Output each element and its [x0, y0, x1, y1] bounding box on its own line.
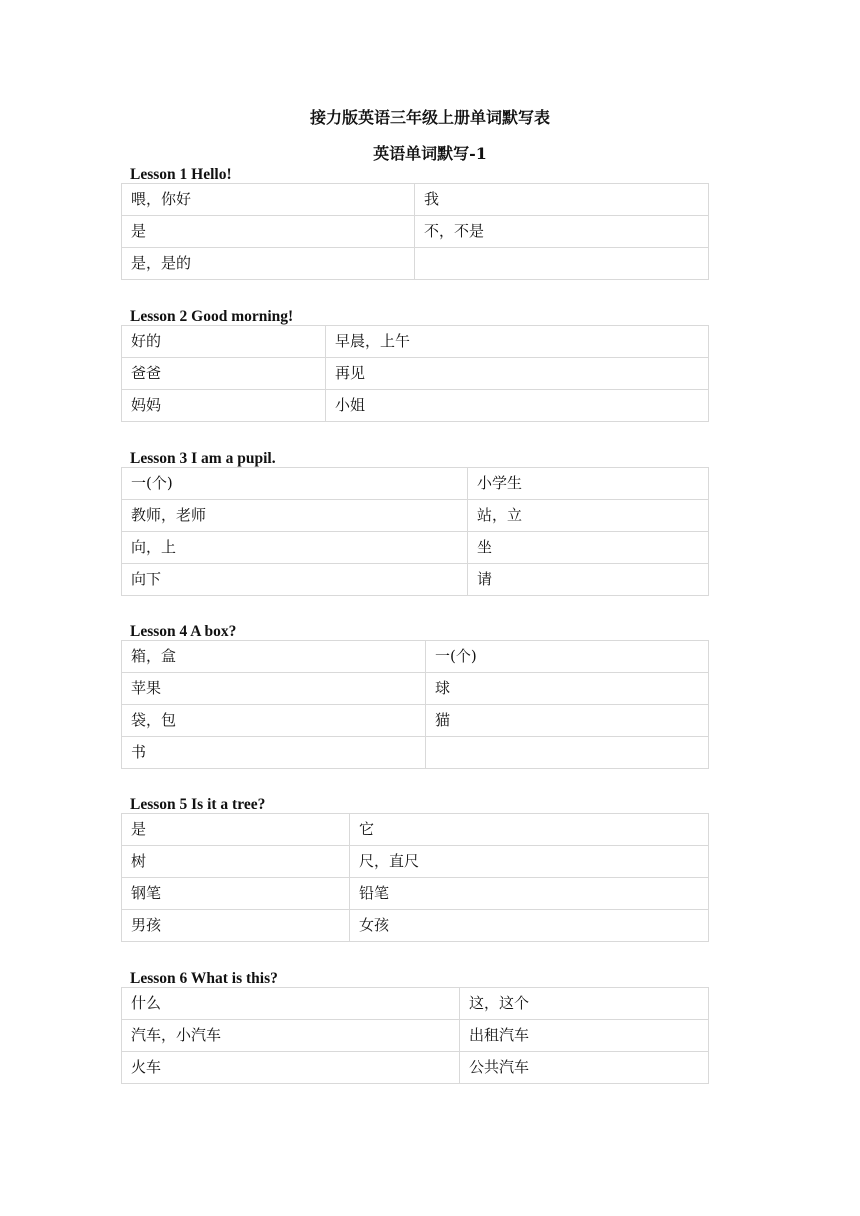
- table-row: [122, 988, 709, 1020]
- vocab-cell: 一(个): [426, 641, 709, 673]
- vocab-cell: 请: [468, 564, 709, 596]
- vocab-cell: [426, 737, 709, 769]
- table-row: [122, 1052, 709, 1084]
- vocab-table: [121, 640, 709, 769]
- vocab-cell: 向，上: [122, 532, 468, 564]
- table-row: [122, 564, 709, 596]
- lesson-heading: Lesson 3 I am a pupil.: [130, 450, 276, 467]
- vocab-cell: 女孩: [350, 910, 709, 942]
- lesson-heading: Lesson 1 Hello!: [130, 166, 232, 183]
- table-row: [122, 184, 709, 216]
- vocab-cell: 树: [122, 846, 350, 878]
- lesson-heading: Lesson 5 Is it a tree?: [130, 796, 266, 813]
- vocab-cell: 钢笔: [122, 878, 350, 910]
- table-row: [122, 846, 709, 878]
- table-row: [122, 358, 709, 390]
- table-row: [122, 673, 709, 705]
- table-row: [122, 814, 709, 846]
- vocab-cell: 袋，包: [122, 705, 426, 737]
- lesson-heading: Lesson 4 A box?: [130, 623, 237, 640]
- vocab-cell: 爸爸: [122, 358, 326, 390]
- vocab-cell: 小姐: [326, 390, 709, 422]
- lesson-section-3: [121, 450, 709, 596]
- table-row: [122, 1020, 709, 1052]
- vocab-cell: 球: [426, 673, 709, 705]
- vocab-cell: 不，不是: [415, 216, 709, 248]
- vocab-cell: 教师，老师: [122, 500, 468, 532]
- vocab-table: [121, 183, 709, 280]
- vocab-cell: 站，立: [468, 500, 709, 532]
- vocab-cell: [415, 248, 709, 280]
- vocab-cell: 公共汽车: [460, 1052, 709, 1084]
- vocab-cell: 汽车，小汽车: [122, 1020, 460, 1052]
- vocab-table: [121, 467, 709, 596]
- table-row: [122, 390, 709, 422]
- vocab-cell: 它: [350, 814, 709, 846]
- vocab-cell: 尺，直尺: [350, 846, 709, 878]
- vocab-cell: 苹果: [122, 673, 426, 705]
- vocab-cell: 坐: [468, 532, 709, 564]
- vocab-cell: 出租汽车: [460, 1020, 709, 1052]
- vocab-cell: 是: [122, 216, 415, 248]
- page-title: 接力版英语三年级上册单词默写表: [309, 108, 550, 127]
- table-row: [122, 641, 709, 673]
- lesson-section-6: [121, 970, 709, 1084]
- table-row: [122, 705, 709, 737]
- table-row: [122, 910, 709, 942]
- vocab-cell: 喂，你好: [122, 184, 415, 216]
- vocab-cell: 小学生: [468, 468, 709, 500]
- vocab-cell: 妈妈: [122, 390, 326, 422]
- vocab-cell: 向下: [122, 564, 468, 596]
- lesson-heading: Lesson 2 Good morning!: [130, 308, 294, 325]
- table-row: [122, 878, 709, 910]
- page-subtitle: 英语单词默写-1: [373, 144, 487, 163]
- vocab-table: [121, 325, 709, 422]
- table-row: [122, 326, 709, 358]
- table-row: [122, 737, 709, 769]
- table-row: [122, 216, 709, 248]
- lesson-heading: Lesson 6 What is this?: [130, 970, 278, 987]
- table-row: [122, 468, 709, 500]
- vocab-cell: 再见: [326, 358, 709, 390]
- vocab-cell: 猫: [426, 705, 709, 737]
- vocab-cell: 早晨，上午: [326, 326, 709, 358]
- table-row: [122, 500, 709, 532]
- lesson-section-5: [121, 796, 709, 942]
- vocab-cell: 好的: [122, 326, 326, 358]
- vocab-cell: 男孩: [122, 910, 350, 942]
- vocab-table: [121, 987, 709, 1084]
- vocab-cell: 什么: [122, 988, 460, 1020]
- vocab-cell: 是: [122, 814, 350, 846]
- vocab-cell: 我: [415, 184, 709, 216]
- vocab-cell: 书: [122, 737, 426, 769]
- vocab-cell: 箱，盒: [122, 641, 426, 673]
- table-row: [122, 248, 709, 280]
- lesson-section-1: [121, 166, 709, 280]
- vocab-table: [121, 813, 709, 942]
- lesson-section-2: [121, 308, 709, 422]
- table-row: [122, 532, 709, 564]
- vocab-cell: 一(个): [122, 468, 468, 500]
- vocab-cell: 铅笔: [350, 878, 709, 910]
- vocab-cell: 是，是的: [122, 248, 415, 280]
- lesson-section-4: [121, 623, 709, 769]
- vocab-cell: 火车: [122, 1052, 460, 1084]
- vocab-cell: 这，这个: [460, 988, 709, 1020]
